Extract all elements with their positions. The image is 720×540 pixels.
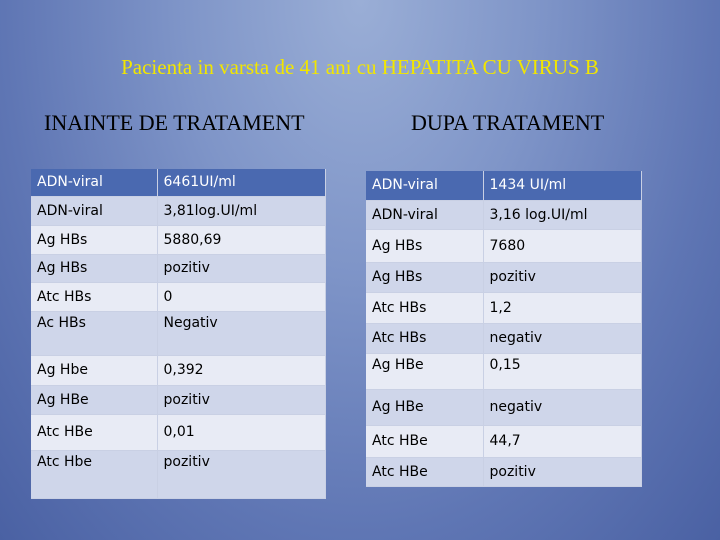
- table-row: [31, 450, 325, 498]
- row-value: Negativ: [157, 311, 325, 355]
- row-label: Ag HBe: [366, 353, 483, 389]
- row-value: 0,01: [157, 414, 325, 450]
- row-value: 0,15: [483, 353, 641, 389]
- after-treatment-heading: DUPA TRATAMENT: [411, 110, 605, 135]
- table-row: [366, 457, 641, 486]
- table-row: [31, 355, 325, 385]
- row-label: Ag HBe: [366, 389, 483, 425]
- row-label: Atc HBe: [31, 414, 157, 450]
- table-row: [31, 311, 325, 355]
- table-row: [366, 200, 641, 229]
- row-label: Atc HBs: [366, 323, 483, 353]
- row-value: pozitiv: [157, 254, 325, 282]
- before-treatment-table: [31, 169, 326, 499]
- row-value: 3,16 log.UI/ml: [483, 200, 641, 229]
- row-label: ADN-viral: [366, 200, 483, 229]
- row-value: 6461UI/ml: [157, 169, 325, 196]
- table-row: [31, 282, 325, 311]
- row-value: pozitiv: [157, 385, 325, 414]
- slide-title: Pacienta in varsta de 41 ani cu HEPATITA CU VIRUS B: [121, 55, 599, 79]
- row-value: pozitiv: [483, 262, 641, 292]
- table-row: [366, 292, 641, 323]
- row-value: 0,392: [157, 355, 325, 385]
- row-value: 1434 UI/ml: [483, 171, 641, 200]
- table-row: [366, 353, 641, 389]
- table-row: [366, 389, 641, 425]
- row-value: 0: [157, 282, 325, 311]
- table-row: [366, 425, 641, 457]
- row-label: Ag HBs: [366, 229, 483, 262]
- table-row: [366, 171, 641, 200]
- table-row: [366, 323, 641, 353]
- row-label: Ag HBs: [31, 254, 157, 282]
- row-label: Atc HBe: [366, 457, 483, 486]
- row-value: pozitiv: [483, 457, 641, 486]
- row-value: 44,7: [483, 425, 641, 457]
- row-label: Ag Hbe: [31, 355, 157, 385]
- table-row: [31, 196, 325, 225]
- row-label: ADN-viral: [31, 169, 157, 196]
- row-value: negativ: [483, 389, 641, 425]
- table-row: [31, 385, 325, 414]
- row-label: Atc Hbe: [31, 450, 157, 498]
- row-label: Ag HBs: [31, 225, 157, 254]
- row-value: negativ: [483, 323, 641, 353]
- table-row: [366, 229, 641, 262]
- row-label: Atc HBs: [366, 292, 483, 323]
- row-value: 5880,69: [157, 225, 325, 254]
- row-value: 1,2: [483, 292, 641, 323]
- row-value: 7680: [483, 229, 641, 262]
- row-label: ADN-viral: [31, 196, 157, 225]
- row-label: Atc HBs: [31, 282, 157, 311]
- row-label: Ag HBe: [31, 385, 157, 414]
- row-label: Ac HBs: [31, 311, 157, 355]
- before-treatment-heading: INAINTE DE TRATAMENT: [44, 110, 305, 135]
- table-row: [31, 169, 325, 196]
- row-value: pozitiv: [157, 450, 325, 498]
- row-label: Ag HBs: [366, 262, 483, 292]
- row-label: ADN-viral: [366, 171, 483, 200]
- table-row: [31, 225, 325, 254]
- row-label: Atc HBe: [366, 425, 483, 457]
- table-row: [31, 414, 325, 450]
- table-row: [31, 254, 325, 282]
- row-value: 3,81log.UI/ml: [157, 196, 325, 225]
- table-row: [366, 262, 641, 292]
- after-treatment-table: [366, 171, 642, 487]
